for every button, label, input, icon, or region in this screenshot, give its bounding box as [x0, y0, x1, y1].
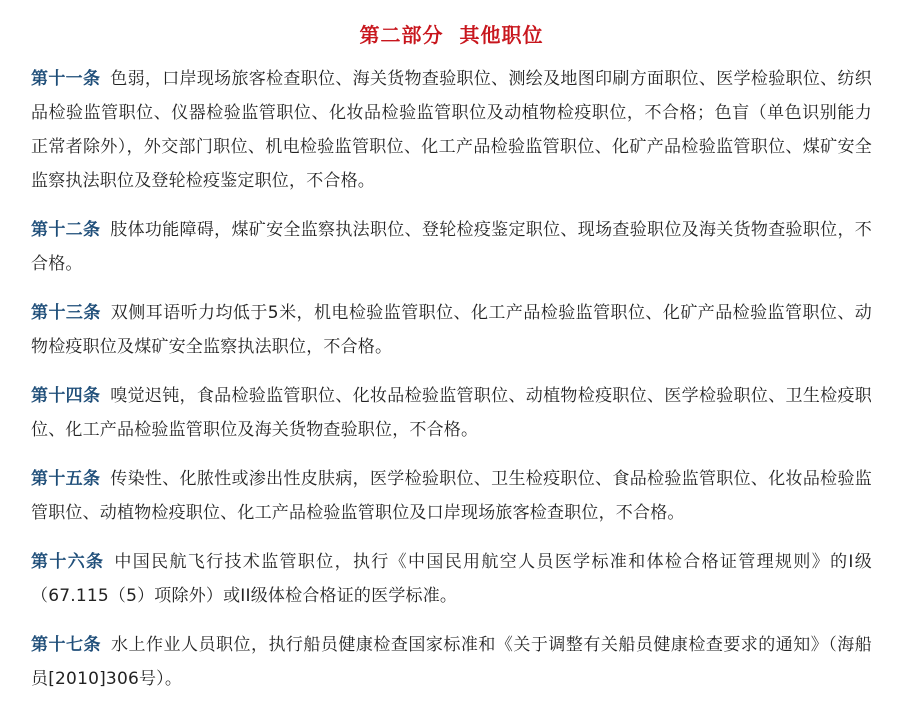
article-text: 中国民航飞行技术监管职位，执行《中国民用航空人员医学标准和体检合格证管理规则》的I级（67.115（5）项除外）或II级体检合格证的医学标准。	[31, 552, 872, 606]
article-11	[31, 62, 872, 198]
article-label: 第十四条	[31, 386, 101, 406]
article-text: 水上作业人员职位，执行船员健康检查国家标准和《关于调整有关船员健康检查要求的通知》（海船员[2010]306号）。	[31, 635, 872, 689]
article-label: 第十七条	[31, 635, 101, 655]
article-text: 双侧耳语听力均低于5米，机电检验监管职位、化工产品检验监管职位、化矿产品检验监管职位、动物检疫职位及煤矿安全监察执法职位，不合格。	[31, 303, 872, 357]
article-17	[31, 628, 872, 696]
article-text: 传染性、化脓性或渗出性皮肤病，医学检验职位、卫生检疫职位、食品检验监管职位、化妆品检验监管职位、动植物检疫职位、化工产品检验监管职位及口岸现场旅客检查职位，不合格。	[31, 469, 872, 523]
article-text: 嗅觉迟钝，食品检验监管职位、化妆品检验监管职位、动植物检疫职位、医学检验职位、卫生检疫职位、化工产品检验监管职位及海关货物查验职位，不合格。	[31, 386, 872, 440]
article-14	[31, 379, 872, 447]
article-label: 第十五条	[31, 469, 101, 489]
section-title: 第二部分 其他职位	[359, 23, 544, 47]
article-label: 第十一条	[31, 69, 101, 89]
article-text: 色弱，口岸现场旅客检查职位、海关货物查验职位、测绘及地图印刷方面职位、医学检验职位、纺织品检验监管职位、仪器检验监管职位、化妆品检验监管职位及动植物检疫职位，不合格；色盲（单色识别能力正常者除外），外交部门职位、机电检验监管职位、化工产品检验监管职位、化矿产品检验监管职位、煤矿安全监察执法职位及登轮检疫鉴定职位，不合格。	[31, 69, 872, 191]
article-12	[31, 213, 872, 281]
article-text: 肢体功能障碍，煤矿安全监察执法职位、登轮检疫鉴定职位、现场查验职位及海关货物查验职位，不合格。	[31, 220, 872, 274]
article-16	[31, 545, 872, 613]
article-label: 第十三条	[31, 303, 101, 323]
article-13	[31, 296, 872, 364]
article-label: 第十二条	[31, 220, 101, 240]
article-label: 第十六条	[31, 552, 105, 572]
article-15	[31, 462, 872, 530]
